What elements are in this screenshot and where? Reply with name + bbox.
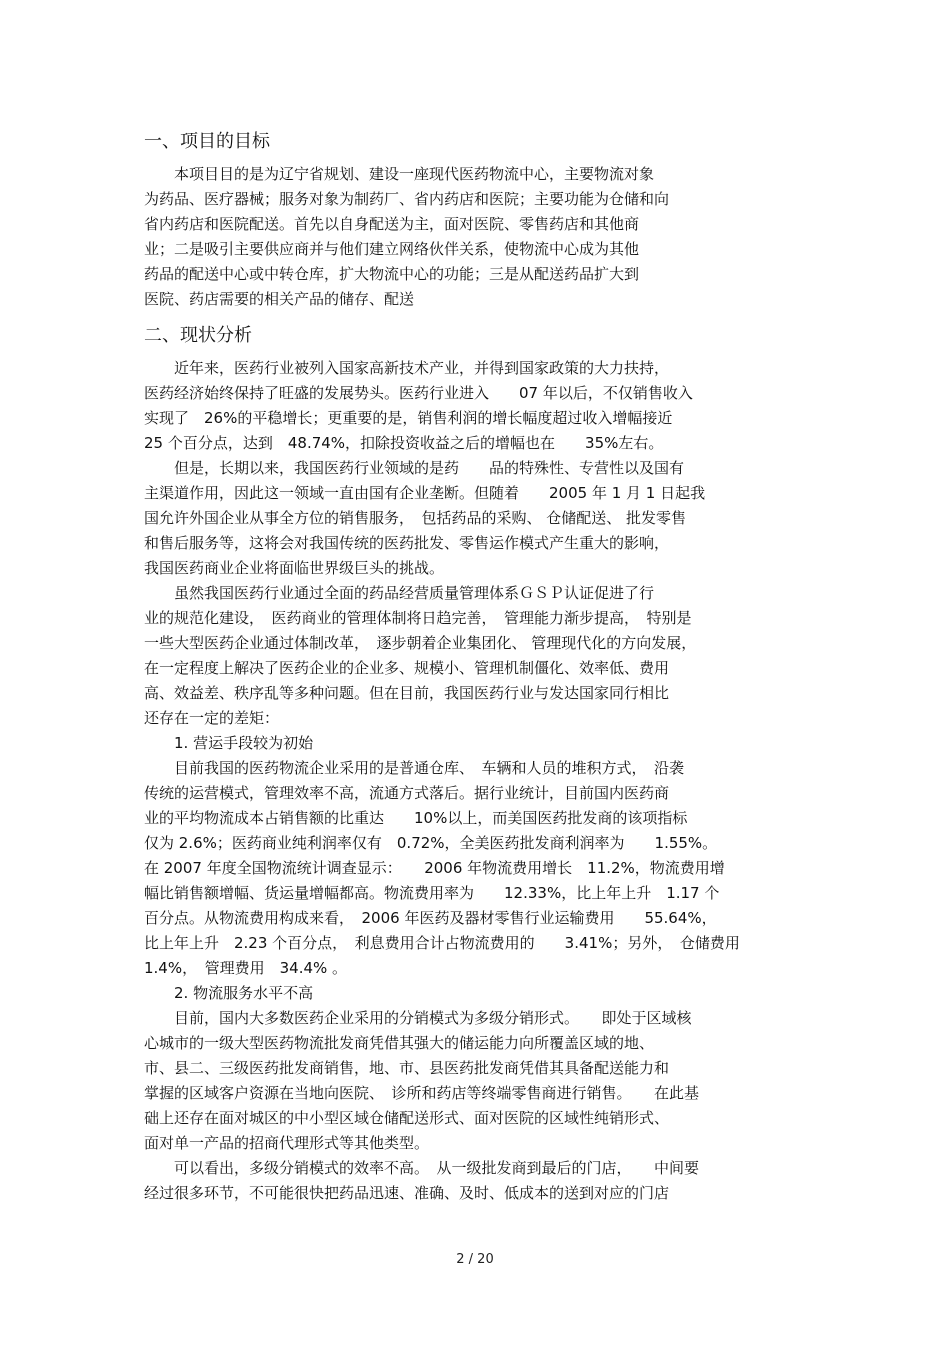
- text-line: 本项目目的是为辽宁省规划、建设一座现代医药物流中心，主要物流对象: [144, 165, 655, 183]
- text-line: 一些大型医药企业通过体制改革， 逐步朝着企业集团化、 管理现代化的方向发展，: [144, 634, 697, 652]
- text-line: 虽然我国医药行业通过全面的药品经营质量管理体系ＧＳＰ认证促进了行: [144, 584, 655, 602]
- text-line: 市、县二、三级医药批发商销售，地、市、县医药批发商凭借其具备配送能力和: [144, 1059, 670, 1077]
- text-line: 还存在一定的差矩：: [144, 709, 280, 727]
- text-line: 25 个百分点，达到 48.74%，扣除投资收益之后的增幅也在 35%左右。: [144, 434, 664, 452]
- text-line: 础上还存在面对城区的中小型区域仓储配送形式、面对医院的区域性纯销形式、: [144, 1109, 670, 1127]
- text-line: 我国医药商业企业将面临世界级巨头的挑战。: [144, 559, 445, 577]
- text-line: 为药品、医疗器械；服务对象为制药厂、省内药店和医院；主要功能为仓储和向: [144, 190, 670, 208]
- text-line: 业；二是吸引主要供应商并与他们建立网络伙伴关系，使物流中心成为其他: [144, 240, 640, 258]
- text-line: 在一定程度上解决了医药企业的企业多、规模小、管理机制僵化、效率低、费用: [144, 659, 670, 677]
- text-line: 医药经济始终保持了旺盛的发展势头。医药行业进入 07 年以后，不仅销售收入: [144, 384, 693, 402]
- text-line: 掌握的区域客户资源在当地向医院、 诊所和药店等终端零售商进行销售。 在此基: [144, 1084, 700, 1102]
- text-line: 百分点。从物流费用构成来看， 2006 年医药及器材零售行业运输费用 55.64%，: [144, 909, 717, 927]
- text-line: 可以看出，多级分销模式的效率不高。 从一级批发商到最后的门店， 中间要: [144, 1159, 700, 1177]
- text-line: 但是，长期以来，我国医药行业领域的是药 品的特殊性、专营性以及国有: [144, 459, 685, 477]
- text-line: 仅为 2.6%；医药商业纯利润率仅有 0.72%，全美医药批发商利润率为 1.55%。: [144, 834, 718, 852]
- text-line: 业的平均物流成本占销售额的比重达 10%以上，而美国医药批发商的该项指标: [144, 809, 688, 827]
- text-line: 面对单一产品的招商代理形式等其他类型。: [144, 1134, 430, 1152]
- text-line: 1.4%， 管理费用 34.4% 。: [144, 959, 348, 977]
- text-line: 国允许外国企业从事全方位的销售服务， 包括药品的采购、 仓储配送、 批发零售: [144, 509, 687, 527]
- text-line: 经过很多环节，不可能很快把药品迅速、准确、及时、低成本的送到对应的门店: [144, 1184, 670, 1202]
- text-line: 1. 营运手段较为初始: [144, 734, 314, 752]
- text-line: 幅比销售额增幅、货运量增幅都高。物流费用率为 12.33%，比上年上升 1.17 个: [144, 884, 720, 902]
- document-content: [144, 126, 812, 1206]
- text-line: 心城市的一级大型医药物流批发商凭借其强大的储运能力向所覆盖区域的地、: [144, 1034, 655, 1052]
- text-line: 2. 物流服务水平不高: [144, 984, 314, 1002]
- text-line: 目前我国的医药物流企业采用的是普通仓库、 车辆和人员的堆积方式， 沿袭: [144, 759, 685, 777]
- text-line: 主渠道作用，因此这一领域一直由国有企业垄断。但随着 2005 年 1 月 1 日起我: [144, 484, 706, 502]
- analysis-paragraph: [144, 356, 812, 1206]
- text-line: 医院、药店需要的相关产品的储存、配送: [144, 290, 415, 308]
- text-line: 省内药店和医院配送。首先以自身配送为主，面对医院、零售药店和其他商: [144, 215, 640, 233]
- section-heading-goals: 一、项目的目标: [144, 131, 270, 152]
- text-line: 和售后服务等，这将会对我国传统的医药批发、零售运作模式产生重大的影响，: [144, 534, 670, 552]
- text-line: 在 2007 年度全国物流统计调查显示： 2006 年物流费用增长 11.2%，物流费用增: [144, 859, 725, 877]
- text-line: 近年来，医药行业被列入国家高新技术产业，并得到国家政策的大力扶持，: [144, 359, 670, 377]
- text-line: 业的规范化建设， 医药商业的管理体制将日趋完善， 管理能力渐步提高， 特别是: [144, 609, 692, 627]
- text-line: 实现了 26%的平稳增长；更重要的是，销售利润的增长幅度超过收入增幅接近: [144, 409, 673, 427]
- text-line: 高、效益差、秩序乱等多种问题。但在目前，我国医药行业与发达国家同行相比: [144, 684, 670, 702]
- page-number: 2 / 20: [456, 1252, 494, 1267]
- text-line: 传统的运营模式，管理效率不高，流通方式落后。据行业统计，目前国内医药商: [144, 784, 670, 802]
- text-line: 目前，国内大多数医药企业采用的分销模式为多级分销形式。 即处于区域核: [144, 1009, 692, 1027]
- text-line: 药品的配送中心或中转仓库，扩大物流中心的功能；三是从配送药品扩大到: [144, 265, 640, 283]
- section-heading-analysis: 二、现状分析: [144, 325, 252, 346]
- text-line: 比上年上升 2.23 个百分点， 利息费用合计占物流费用的 3.41%；另外， 仓储费用: [144, 934, 740, 952]
- goals-paragraph: [144, 162, 812, 312]
